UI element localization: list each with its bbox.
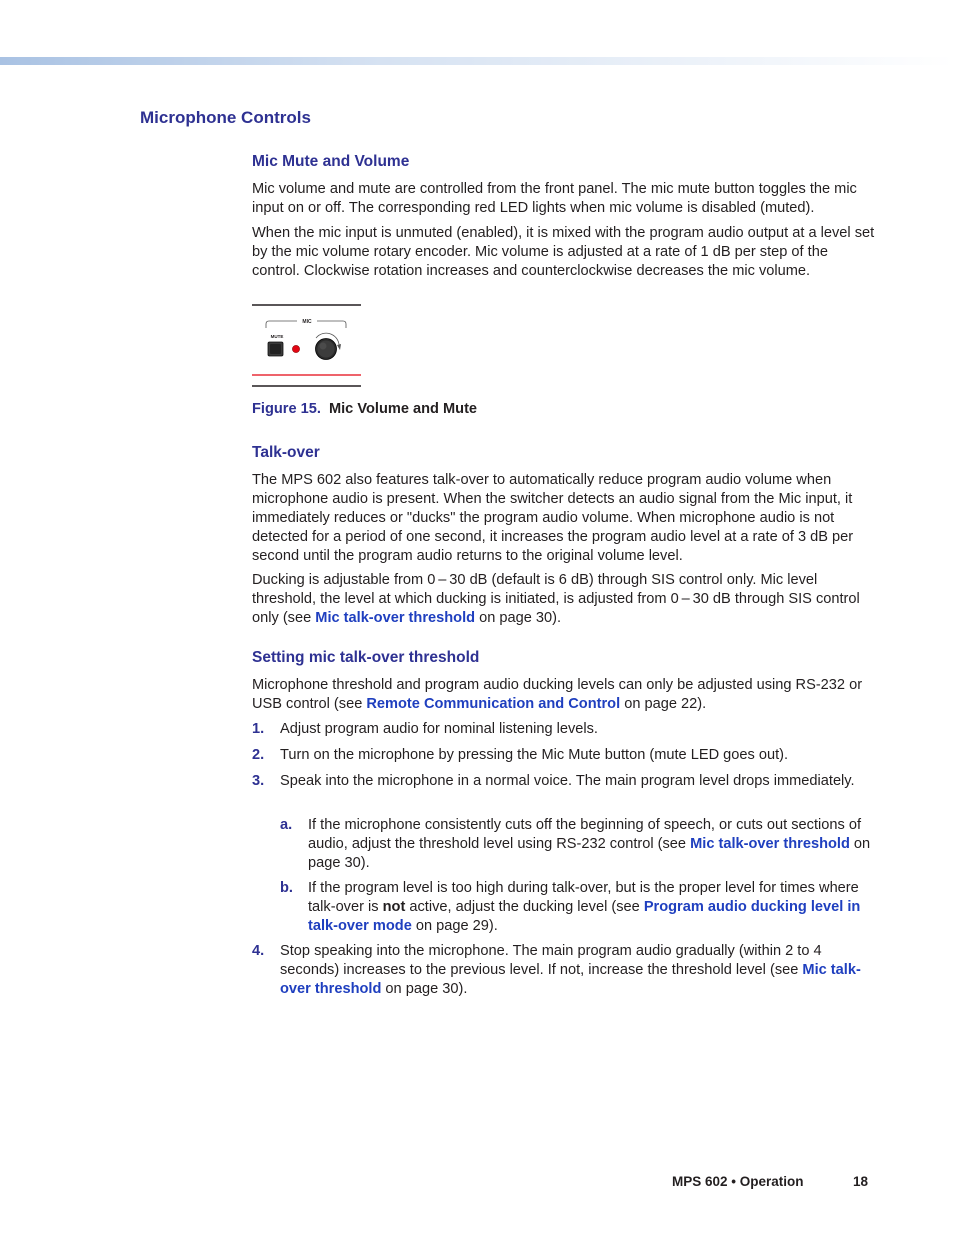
step-text: Stop speaking into the microphone. The main program audio gradually (within 2 to 4 seconds) increases to the previous level. If not, increase the threshold level (see Mic talk-over threshold on page 30). [280,943,861,997]
sub-step-text: If the program level is too high during talk-over, but is the proper level for times where talk-over is not active, adjust the ducking level (see Program audio ducking level in talk-over mode on page 29). [308,880,861,934]
mic-mute-paragraph-1: Mic volume and mute are controlled from the front panel. The mic mute button toggles the mic input on or off. The corresponding red LED lights when mic volume is disabled (muted). [252,181,857,216]
link-mic-talkover-threshold[interactable]: Mic talk-over threshold [315,610,476,626]
section-title: Microphone Controls [140,108,311,127]
step-number: 3. [252,773,265,789]
list-item [252,746,876,765]
link-mic-talkover-threshold[interactable]: Mic talk-over threshold [690,836,850,852]
sub-step-letter: b. [280,880,293,896]
header-gradient-bar [0,57,954,65]
step-text: Speak into the microphone in a normal voice. The main program level drops immediately. [280,773,855,789]
sub-step-letter: a. [280,817,293,833]
link-program-audio-ducking[interactable]: Program audio ducking level in talk-over mode [308,899,861,934]
step-number: 1. [252,721,265,737]
step-number: 2. [252,747,265,763]
figure-caption-title: Mic Volume and Mute [328,401,478,417]
list-item [252,720,876,739]
footer-title: MPS 602 • Operation [672,1174,804,1189]
talkover-heading: Talk-over [252,444,320,461]
list-item [252,942,876,999]
threshold-intro: Microphone threshold and program audio ducking levels can only be adjusted using RS-232 or USB control (see Remote Communication and Control on page 22). [252,677,863,712]
sub-step-text: If the microphone consistently cuts off the beginning of speech, or cuts out sections of audio, adjust the threshold level using RS-232 control (see Mic talk-over threshold on page 30). [308,817,871,871]
sub-list-item [280,879,876,936]
sub-list-item [280,816,876,873]
threshold-heading: Setting mic talk-over threshold [252,649,480,666]
link-mic-talkover-threshold[interactable]: Mic talk-over threshold [280,962,861,997]
talkover-paragraph-2: Ducking is adjustable from 0 – 30 dB (default is 6 dB) through SIS control only. Mic level threshold, the level at which ducking is initiated, is adjusted from 0 – 30 dB through SIS control only (see Mic talk-over threshold on page 30). [252,572,860,626]
front-panel-illustration [252,304,361,388]
mic-mute-heading: Mic Mute and Volume [252,153,410,170]
figure-caption [252,401,477,417]
mic-panel-label: MIC [302,319,312,325]
mute-panel-label: MUTE [270,334,284,339]
step-text: Turn on the microphone by pressing the Mic Mute button (mute LED goes out). [280,747,789,763]
link-remote-communication[interactable]: Remote Communication and Control [366,696,621,712]
footer-page-number: 18 [853,1174,869,1189]
step-number: 4. [252,943,265,959]
mic-mute-paragraph-2: When the mic input is unmuted (enabled), it is mixed with the program audio output at a level set by the mic volume rotary encoder. Mic volume is adjusted at a rate of 1 dB per step of the control. Clockwise rotation increases and counterclockwise decreases the mic volume. [252,225,875,279]
mic-volume-mute-figure [252,304,361,388]
talkover-paragraph-1: The MPS 602 also features talk-over to automatically reduce program audio volume when microphone audio is present. When the switcher detects an audio signal from the Mic input, it immediately reduces or "ducks" the program audio volume. When microphone audio is not detected for a period of one second, it increases the program audio level at a rate of 3 dB per second until the program audio returns to the original volume level. [252,472,854,564]
list-item [252,772,876,791]
figure-caption-label: Figure 15. [252,401,321,417]
mute-led [292,345,299,352]
step-text: Adjust program audio for nominal listening levels. [280,721,598,737]
